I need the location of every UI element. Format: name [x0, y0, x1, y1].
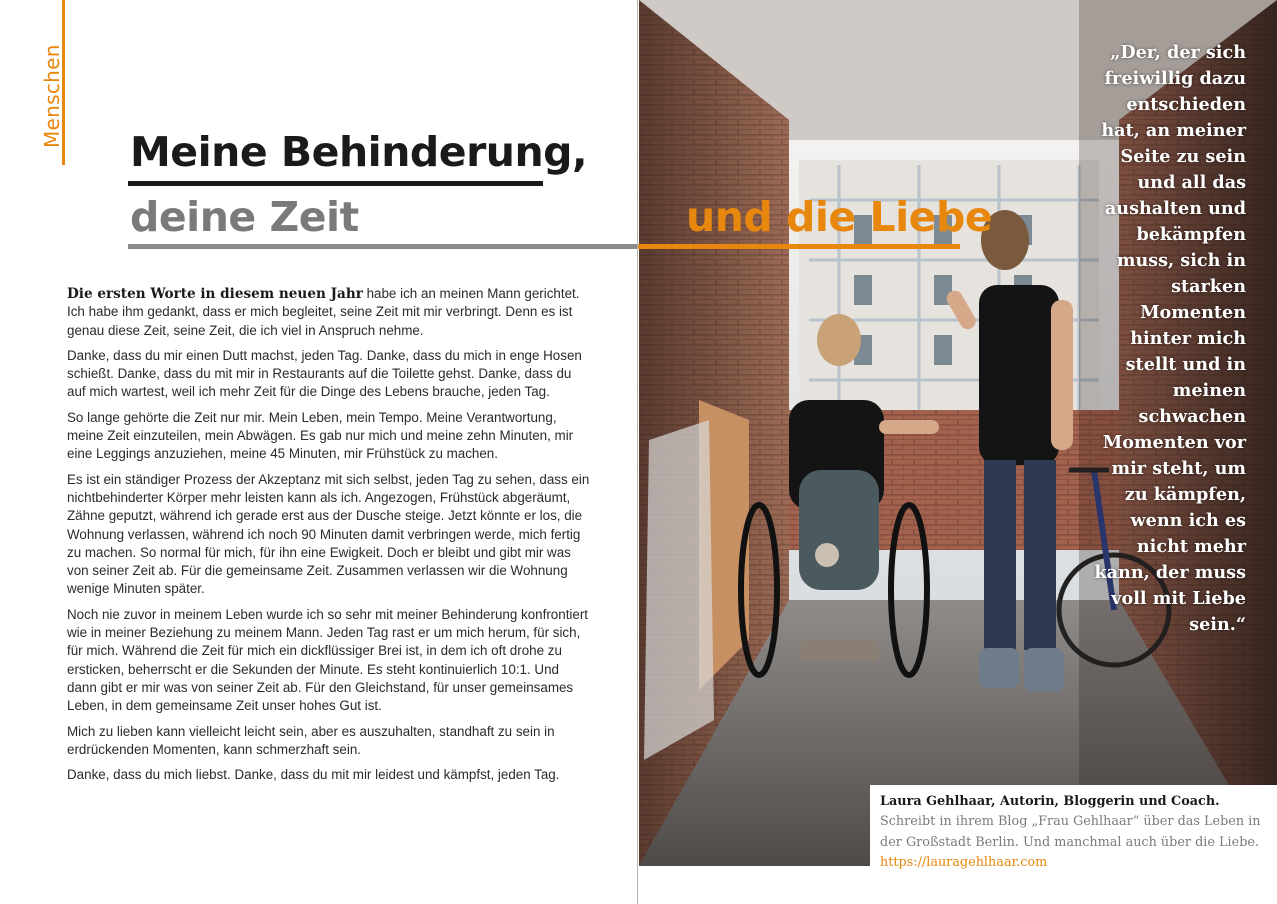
article-body: [67, 285, 591, 791]
pull-quote: „Der, der sich freiwillig dazu entschieden hat, an meiner Seite zu sein und all das aushalten und bekämpfen muss, sich in starken Momenten hinter mich stellt und in meinen schwachen Momenten vor mir steht, um zu kämpfen, wenn ich es nicht mehr kann, der muss voll mit Liebe sein.“: [1094, 42, 1246, 635]
caption-author: Laura Gehlhaar, Autorin, Bloggerin und Coach.: [880, 794, 1220, 809]
section-tab: [40, 0, 67, 165]
section-label: Menschen: [40, 44, 64, 148]
author-caption: [870, 785, 1277, 904]
article-paragraph: Danke, dass du mir einen Dutt machst, jeden Tag. Danke, dass du mich in enge Hosen schießt. Danke, dass du mit mir in Restaurants auf die Toilette gehst. Danke, dass du auf mich wartest, weil ich mehr Zeit für die Dinge des Lebens brauche, jeden Tag.: [67, 347, 582, 400]
article-paragraph: So lange gehörte die Zeit nur mir. Mein Leben, mein Tempo. Meine Verantwortung, meine Zeit einzuteilen, mein Abwägen. Es gab nur mich und meine zehn Minuten, mir eine Leggings anzuziehen, meine 45 Minuten, mir Frühstück zu machen.: [67, 409, 574, 462]
article-paragraph: Noch nie zuvor in meinem Leben wurde ich so sehr mit meiner Behinderung konfrontiert wie in meiner Beziehung zu meinem Mann. Jeden Tag rast er um mich herum, für sich, für mich. Während die Zeit für mich ein dickflüssiger Brei ist, in dem ich oft drohe zu ersticken, beherrscht er die Sekunden der Minute. Es steht kontinuierlich 10:1. Und dann gibt er mir was von seiner Zeit ab. Für den Gleichstand, für unser gemeinsames Leben, in dem gemeinsame Zeit unser hohes Gut ist.: [67, 606, 589, 714]
article-paragraph: Danke, dass du mich liebst. Danke, dass du mit mir leidest und kämpfst, jeden Tag.: [67, 767, 560, 783]
article-paragraph-text: habe ich an meinen Mann gerichtet. Ich habe ihm gedankt, dass er mich begleitet, seine Zeit mit mir verbringt. Denn es ist genau diese Zeit, seine Zeit, die ich viel in Anspruch nehme.: [67, 286, 580, 338]
caption-blog-link[interactable]: https://lauragehlhaar.com: [880, 855, 1048, 871]
article-paragraph: Es ist ein ständiger Prozess der Akzeptanz mit sich selbst, jeden Tag zu sehen, dass ein nichtbehinderter Körper mehr leisten kann als ich. Angezogen, Frühstück abgeräumt, Zähne geputzt, während ich gerade erst aus der Dusche steige. Jetzt könnte er los, die Wohnung verlassen, während ich noch 90 Minuten damit verbringen werde, mich fertig zu machen. So normal für mich, für ihn eine Ewigkeit. Doch er bleibt und gibt mir was von seiner Zeit ab. Für die gemeinsame Zeit. Zusammen verlassen wir die Wohnung wenige Minuten später.: [67, 471, 590, 597]
headline-line-2: deine Zeit: [130, 193, 359, 241]
page-gutter: [637, 0, 638, 904]
article-paragraph: [67, 285, 591, 340]
article-paragraph: Mich zu lieben kann vielleicht leicht sein, aber es auszuhalten, standhaft zu sein in erdrückenden Momenten, kann schmerzhaft sein.: [67, 723, 555, 757]
headline-line-3: und die Liebe: [686, 193, 993, 241]
caption-bio: Schreibt in ihrem Blog „Frau Gehlhaar“ über das Leben in der Großstadt Berlin. Und manchmal auch über die Liebe.: [880, 814, 1261, 850]
headline-rule-black: [128, 181, 543, 186]
headline-rule-orange: [638, 244, 960, 249]
headline-rule-gray: [128, 244, 638, 249]
headline-line-1: Meine Behinderung,: [130, 128, 588, 176]
caption-text: [880, 792, 1275, 874]
article-lead: Die ersten Worte in diesem neuen Jahr: [67, 286, 363, 302]
